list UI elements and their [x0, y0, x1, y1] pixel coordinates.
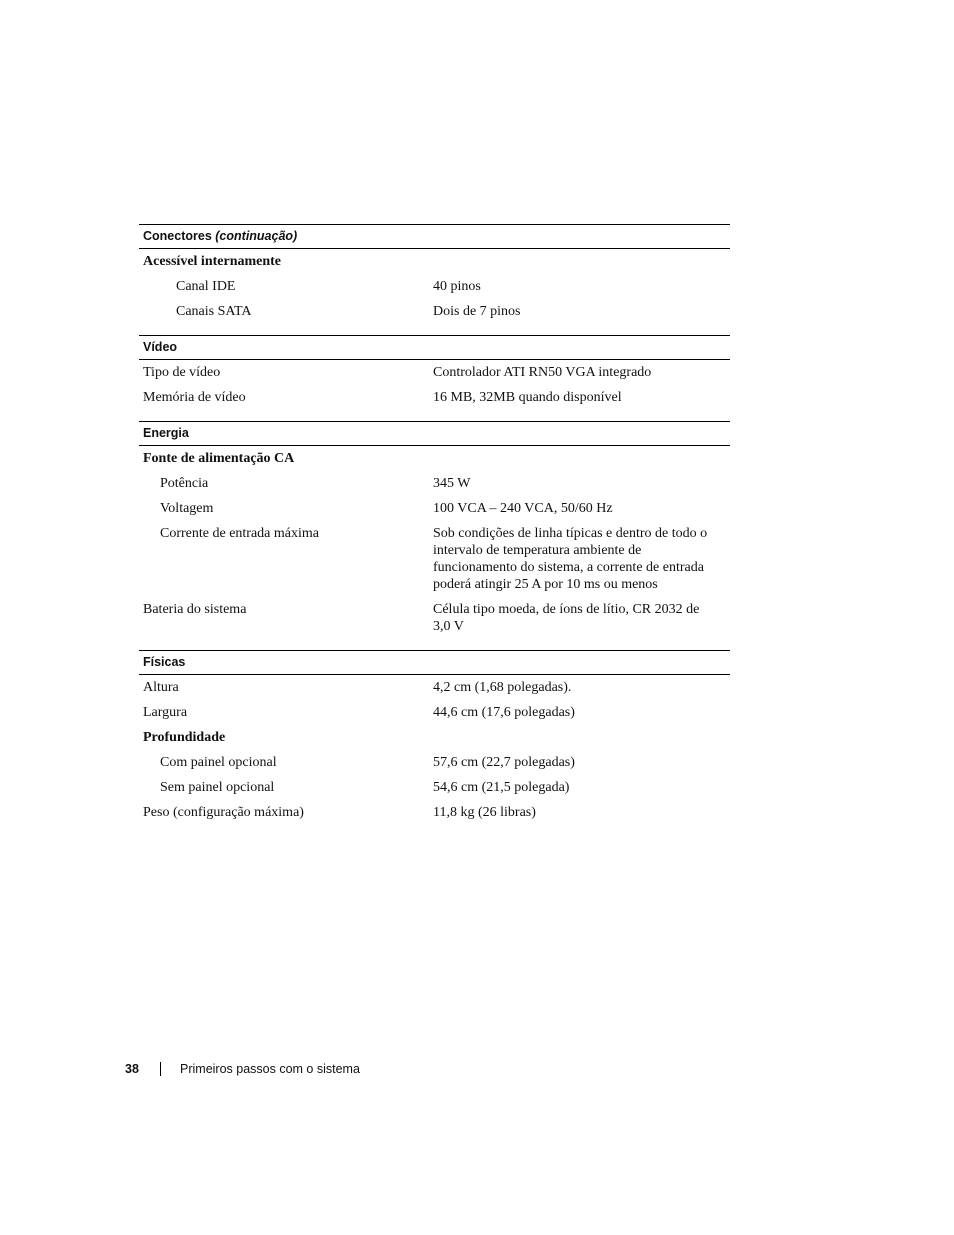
spec-label: Corrente de entrada máxima — [160, 526, 319, 541]
spec-value: 40 pinos — [433, 279, 481, 294]
spec-value: Sob condições de linha típicas e dentro de todo o intervalo de temperatura ambiente de funcionamento do sistema, a corrente de entrada poderá atingir 25 A por 10 ms ou menos — [433, 526, 708, 592]
spec-row — [139, 249, 730, 274]
section-heading — [139, 422, 730, 446]
spec-value: Célula tipo moeda, de íons de lítio, CR 2032 de 3,0 V — [433, 602, 700, 634]
spec-label: Canais SATA — [176, 304, 252, 319]
spec-label: Canal IDE — [176, 279, 236, 294]
spec-row — [139, 521, 730, 597]
footer-divider — [160, 1062, 161, 1076]
spec-row — [139, 446, 730, 471]
section-heading — [139, 336, 730, 360]
spec-row — [139, 471, 730, 496]
spec-value: 4,2 cm (1,68 polegadas). — [433, 680, 572, 695]
section-conectores — [139, 224, 730, 335]
spec-label: Tipo de vídeo — [143, 365, 221, 380]
spec-row — [139, 800, 730, 825]
spec-value: 11,8 kg (26 libras) — [433, 805, 536, 820]
spec-row — [139, 725, 730, 750]
section-heading — [139, 225, 730, 249]
spec-value: Dois de 7 pinos — [433, 304, 521, 319]
page-footer — [125, 1062, 360, 1076]
spec-value: 57,6 cm (22,7 polegadas) — [433, 755, 575, 770]
spec-label: Altura — [143, 680, 179, 695]
spec-value: 54,6 cm (21,5 polegada) — [433, 780, 570, 795]
spec-value: 345 W — [433, 476, 471, 491]
spec-value — [433, 729, 718, 746]
section-title: Vídeo — [143, 340, 178, 354]
spec-row — [139, 385, 730, 410]
spec-table — [139, 224, 730, 836]
section-title: Energia — [143, 426, 189, 440]
spec-label: Acessível internamente — [143, 254, 282, 269]
section-heading — [139, 651, 730, 675]
spec-row — [139, 750, 730, 775]
spec-label: Bateria do sistema — [143, 602, 247, 617]
section-title-suffix: (continuação) — [215, 229, 298, 243]
section-title: Conectores — [143, 229, 212, 243]
spec-value: 100 VCA – 240 VCA, 50/60 Hz — [433, 501, 613, 516]
spec-row — [139, 274, 730, 299]
spec-row — [139, 597, 730, 639]
spec-value: 16 MB, 32MB quando disponível — [433, 390, 622, 405]
spec-label: Profundidade — [143, 730, 226, 745]
spec-label: Memória de vídeo — [143, 390, 246, 405]
spec-row — [139, 299, 730, 324]
spec-value — [433, 450, 718, 467]
page-number: 38 — [125, 1062, 139, 1076]
spec-row — [139, 775, 730, 800]
spec-label: Fonte de alimentação CA — [143, 451, 295, 466]
footer-title: Primeiros passos com o sistema — [180, 1062, 360, 1076]
section-energia — [139, 421, 730, 650]
spec-label: Potência — [160, 476, 209, 491]
section-title: Físicas — [143, 655, 186, 669]
spec-row — [139, 360, 730, 385]
spec-row — [139, 700, 730, 725]
spec-label: Peso (configuração máxima) — [143, 805, 304, 820]
spec-value: 44,6 cm (17,6 polegadas) — [433, 705, 575, 720]
spec-value — [433, 253, 718, 270]
spec-label: Largura — [143, 705, 188, 720]
spec-label: Com painel opcional — [160, 755, 277, 770]
spec-value: Controlador ATI RN50 VGA integrado — [433, 365, 652, 380]
section-fisicas — [139, 650, 730, 836]
spec-row — [139, 675, 730, 700]
spec-label: Sem painel opcional — [160, 780, 275, 795]
section-video — [139, 335, 730, 421]
spec-label: Voltagem — [160, 501, 214, 516]
spec-row — [139, 496, 730, 521]
